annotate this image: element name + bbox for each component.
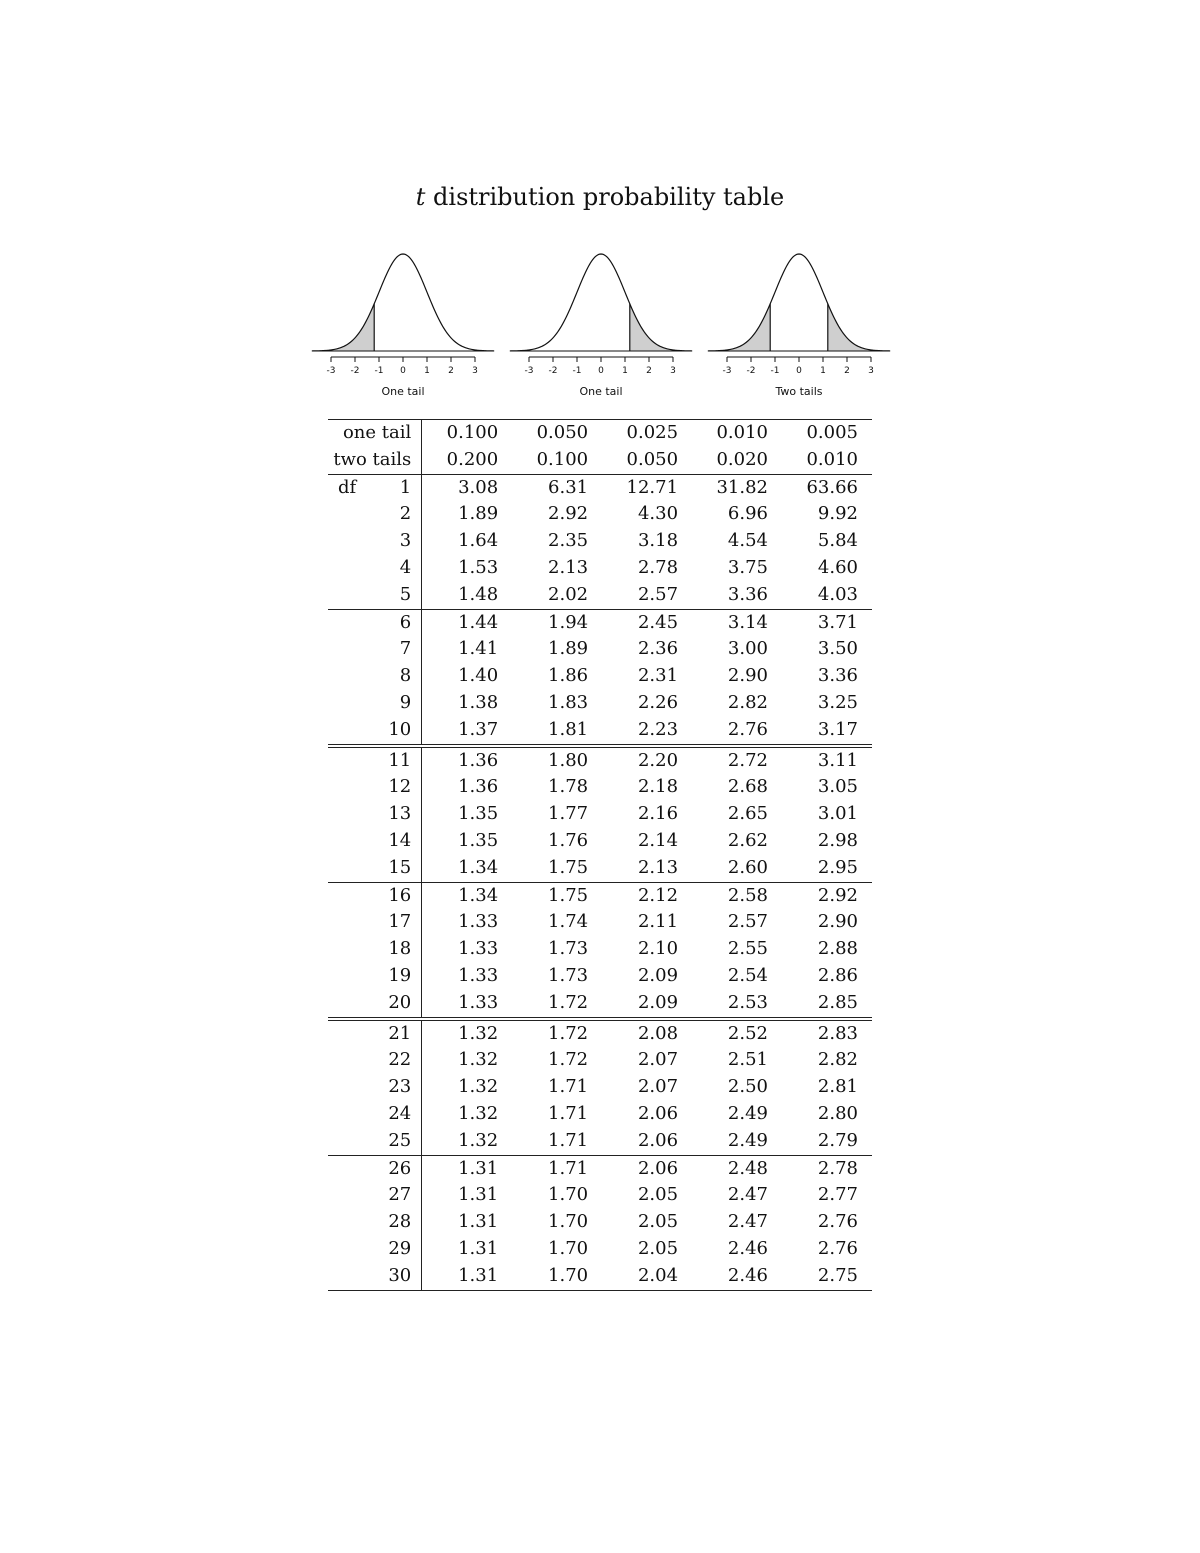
- diagram-caption: One tail: [381, 385, 425, 398]
- df-value: 1: [399, 476, 412, 498]
- t-distribution-table: [328, 419, 872, 1291]
- diagram-two-tails: [706, 245, 892, 405]
- header-row-one-tail: [328, 420, 872, 447]
- critical-value-cell: 2.57: [727, 911, 768, 933]
- table-row: [328, 1128, 872, 1155]
- critical-value-cell: 2.76: [817, 1237, 858, 1259]
- critical-value-cell: 2.10: [637, 938, 679, 960]
- critical-value-cell: 2.13: [548, 556, 589, 578]
- critical-value-cell: 6.96: [727, 503, 768, 525]
- critical-value-cell: 3.11: [782, 746, 872, 775]
- tick-label: -3: [524, 366, 534, 376]
- critical-value-cell: 3.75: [727, 556, 768, 578]
- df-cell: 26: [328, 1155, 422, 1182]
- table-row: [328, 609, 872, 636]
- df-cell: 9: [328, 690, 422, 717]
- critical-value-cell: 1.32: [458, 1129, 499, 1151]
- critical-value-cell: 2.92: [548, 503, 589, 525]
- density-curve: [312, 254, 494, 351]
- table-row: [328, 636, 872, 663]
- shaded-tail-left: [708, 304, 770, 351]
- critical-value-cell: 2.76: [727, 718, 768, 740]
- distribution-diagrams: [310, 245, 892, 405]
- df-cell: 10: [328, 717, 422, 746]
- critical-value-cell: 2.92: [782, 882, 872, 909]
- critical-value-cell: 3.71: [782, 609, 872, 636]
- df-cell: 7: [328, 636, 422, 663]
- density-curve: [510, 254, 692, 351]
- critical-value-cell: 1.71: [548, 1076, 589, 1098]
- critical-value-cell: 4.30: [637, 503, 679, 525]
- tick-label: 3: [670, 366, 676, 376]
- critical-value-cell: 2.76: [817, 1211, 858, 1233]
- critical-value-cell: 2.02: [548, 583, 589, 605]
- critical-value-cell: 2.05: [637, 1211, 679, 1233]
- critical-value-cell: 1.32: [458, 1102, 499, 1124]
- critical-value-cell: 5.84: [817, 530, 858, 552]
- header-cell: 0.100: [422, 420, 512, 447]
- critical-value-cell: 9.92: [817, 503, 858, 525]
- table-row: [328, 1182, 872, 1209]
- df-cell: [328, 474, 422, 501]
- critical-value-cell: 2.45: [602, 609, 692, 636]
- critical-value-cell: 2.12: [602, 882, 692, 909]
- critical-value-cell: 2.82: [817, 1049, 858, 1071]
- critical-value-cell: 1.70: [512, 1263, 602, 1290]
- critical-value-cell: 31.82: [716, 476, 768, 498]
- critical-value-cell: 2.46: [727, 1237, 768, 1259]
- table-row: [328, 474, 872, 501]
- critical-value-cell: 2.90: [727, 665, 768, 687]
- tick-label: 0: [400, 366, 406, 376]
- critical-value-cell: 1.33: [458, 911, 499, 933]
- df-label: df: [338, 476, 357, 498]
- table-body: [328, 420, 872, 1291]
- header-cell: 0.010: [782, 447, 872, 474]
- critical-value-cell: 3.50: [817, 638, 858, 660]
- df-cell: 6: [328, 609, 422, 636]
- critical-value-cell: 2.35: [548, 530, 589, 552]
- df-cell: 3: [328, 528, 422, 555]
- critical-value-cell: 1.32: [422, 1019, 512, 1048]
- critical-value-cell: 2.88: [817, 938, 858, 960]
- critical-value-cell: 3.36: [727, 583, 768, 605]
- critical-value-cell: 2.47: [727, 1211, 768, 1233]
- table-row: [328, 1074, 872, 1101]
- critical-value-cell: 2.78: [637, 556, 679, 578]
- critical-value-cell: 2.07: [637, 1049, 679, 1071]
- critical-value-cell: 1.77: [548, 803, 589, 825]
- critical-value-cell: 2.95: [817, 856, 858, 878]
- df-cell: 2: [328, 501, 422, 528]
- critical-value-cell: 2.55: [727, 938, 768, 960]
- critical-value-cell: 1.37: [458, 718, 499, 740]
- tick-label: 1: [622, 366, 628, 376]
- tick-label: 0: [796, 366, 802, 376]
- critical-value-cell: 2.04: [602, 1263, 692, 1290]
- table-row: [328, 855, 872, 882]
- critical-value-cell: 1.34: [458, 856, 499, 878]
- critical-value-cell: 1.36: [458, 776, 499, 798]
- critical-value-cell: 1.33: [458, 964, 499, 986]
- table-row: [328, 528, 872, 555]
- df-cell: 21: [328, 1019, 422, 1048]
- table-row: [328, 555, 872, 582]
- critical-value-cell: 1.74: [548, 911, 589, 933]
- table-row: [328, 801, 872, 828]
- critical-value-cell: 2.85: [817, 991, 858, 1013]
- table-row: [328, 663, 872, 690]
- critical-value-cell: 2.20: [602, 746, 692, 775]
- critical-value-cell: 2.08: [602, 1019, 692, 1048]
- tick-label: 0: [598, 366, 604, 376]
- critical-value-cell: 3.08: [458, 476, 499, 498]
- critical-value-cell: 2.09: [637, 991, 679, 1013]
- critical-value-cell: 2.51: [727, 1049, 768, 1071]
- critical-value-cell: 1.81: [548, 718, 589, 740]
- critical-value-cell: 2.54: [727, 964, 768, 986]
- diagram-one-tail-left: [310, 245, 496, 405]
- critical-value-cell: 2.05: [637, 1237, 679, 1259]
- df-cell: 28: [328, 1209, 422, 1236]
- critical-value-cell: 2.81: [817, 1076, 858, 1098]
- critical-value-cell: 2.80: [817, 1102, 858, 1124]
- density-curve: [708, 254, 890, 351]
- header-cell: 0.050: [512, 420, 602, 447]
- critical-value-cell: 12.71: [626, 476, 679, 498]
- critical-value-cell: 2.49: [727, 1102, 768, 1124]
- tick-label: 2: [646, 366, 652, 376]
- critical-value-cell: 1.75: [512, 882, 602, 909]
- critical-value-cell: 3.18: [637, 530, 679, 552]
- critical-value-cell: 2.47: [727, 1184, 768, 1206]
- table-row: [328, 774, 872, 801]
- tick-label: -2: [548, 366, 558, 376]
- critical-value-cell: 1.53: [458, 556, 499, 578]
- critical-value-cell: 2.09: [637, 964, 679, 986]
- df-cell: 23: [328, 1074, 422, 1101]
- critical-value-cell: 1.33: [458, 991, 499, 1013]
- tick-label: -1: [770, 366, 780, 376]
- critical-value-cell: 3.05: [817, 776, 858, 798]
- critical-value-cell: 3.01: [817, 803, 858, 825]
- critical-value-cell: 1.31: [422, 1155, 512, 1182]
- critical-value-cell: 2.05: [637, 1184, 679, 1206]
- critical-value-cell: 1.34: [422, 882, 512, 909]
- critical-value-cell: 1.73: [548, 938, 589, 960]
- table-row: [328, 1101, 872, 1128]
- critical-value-cell: 2.18: [637, 776, 679, 798]
- header-cell: 0.025: [602, 420, 692, 447]
- tick-label: 2: [844, 366, 850, 376]
- critical-value-cell: 1.72: [512, 1019, 602, 1048]
- critical-value-cell: 2.86: [817, 964, 858, 986]
- critical-value-cell: 2.06: [602, 1155, 692, 1182]
- critical-value-cell: 1.80: [512, 746, 602, 775]
- df-cell: 24: [328, 1101, 422, 1128]
- curve-one-tail-left: [310, 245, 496, 383]
- tick-label: 1: [424, 366, 430, 376]
- critical-value-cell: 2.23: [637, 718, 679, 740]
- table-row: [328, 1047, 872, 1074]
- critical-value-cell: 3.36: [817, 665, 858, 687]
- critical-value-cell: 2.06: [637, 1102, 679, 1124]
- table-row: [328, 1263, 872, 1290]
- critical-value-cell: 1.33: [458, 938, 499, 960]
- df-cell: 30: [328, 1263, 422, 1290]
- critical-value-cell: 6.31: [548, 476, 589, 498]
- title-text: distribution probability table: [425, 183, 785, 211]
- critical-value-cell: 1.31: [422, 1263, 512, 1290]
- critical-value-cell: 1.41: [458, 638, 499, 660]
- tick-label: 1: [820, 366, 826, 376]
- critical-value-cell: 2.07: [637, 1076, 679, 1098]
- critical-value-cell: 2.65: [727, 803, 768, 825]
- shaded-tail-right: [630, 304, 692, 351]
- df-cell: 29: [328, 1236, 422, 1263]
- critical-value-cell: 1.72: [548, 1049, 589, 1071]
- table-row: [328, 582, 872, 609]
- curve-two-tails: [706, 245, 892, 383]
- critical-value-cell: 2.68: [727, 776, 768, 798]
- critical-value-cell: 2.72: [692, 746, 782, 775]
- df-cell: 25: [328, 1128, 422, 1155]
- df-cell: 11: [328, 746, 422, 775]
- critical-value-cell: 2.78: [782, 1155, 872, 1182]
- critical-value-cell: 4.60: [817, 556, 858, 578]
- tick-label: 3: [868, 366, 874, 376]
- critical-value-cell: 3.00: [727, 638, 768, 660]
- critical-value-cell: 1.72: [548, 991, 589, 1013]
- df-cell: 19: [328, 963, 422, 990]
- table-row: [328, 1209, 872, 1236]
- critical-value-cell: 2.79: [817, 1129, 858, 1151]
- critical-value-cell: 3.17: [817, 718, 858, 740]
- table-row: [328, 1019, 872, 1048]
- critical-value-cell: 1.71: [548, 1102, 589, 1124]
- critical-value-cell: 2.11: [637, 911, 679, 933]
- df-cell: 12: [328, 774, 422, 801]
- critical-value-cell: 1.75: [548, 856, 589, 878]
- critical-value-cell: 1.64: [458, 530, 499, 552]
- critical-value-cell: 1.76: [548, 829, 589, 851]
- df-cell: 13: [328, 801, 422, 828]
- header-cell: 0.200: [422, 447, 512, 474]
- tick-label: -1: [374, 366, 384, 376]
- critical-value-cell: 2.58: [692, 882, 782, 909]
- header-cell: 0.020: [692, 447, 782, 474]
- tick-label: -2: [746, 366, 756, 376]
- critical-value-cell: 2.36: [637, 638, 679, 660]
- table-row: [328, 746, 872, 775]
- critical-value-cell: 3.14: [692, 609, 782, 636]
- tick-label: -3: [326, 366, 336, 376]
- critical-value-cell: 63.66: [806, 476, 858, 498]
- tick-label: 3: [472, 366, 478, 376]
- one-tail-label: one tail: [328, 420, 422, 447]
- critical-value-cell: 1.83: [548, 691, 589, 713]
- critical-value-cell: 2.46: [692, 1263, 782, 1290]
- table-row: [328, 1155, 872, 1182]
- df-cell: 5: [328, 582, 422, 609]
- critical-value-cell: 2.26: [637, 691, 679, 713]
- critical-value-cell: 1.71: [512, 1155, 602, 1182]
- critical-value-cell: 2.57: [637, 583, 679, 605]
- critical-value-cell: 2.82: [727, 691, 768, 713]
- table-row: [328, 963, 872, 990]
- critical-value-cell: 1.48: [458, 583, 499, 605]
- critical-value-cell: 1.89: [548, 638, 589, 660]
- critical-value-cell: 2.62: [727, 829, 768, 851]
- df-cell: 15: [328, 855, 422, 882]
- critical-value-cell: 1.38: [458, 691, 499, 713]
- critical-value-cell: 2.53: [727, 991, 768, 1013]
- diagram-caption: Two tails: [775, 385, 823, 398]
- diagram-one-tail-right: [508, 245, 694, 405]
- table-row: [328, 690, 872, 717]
- critical-value-cell: 1.40: [458, 665, 499, 687]
- table-row: [328, 1236, 872, 1263]
- critical-value-cell: 2.83: [782, 1019, 872, 1048]
- critical-value-cell: 2.16: [637, 803, 679, 825]
- critical-value-cell: 1.31: [458, 1237, 499, 1259]
- table-row: [328, 882, 872, 909]
- table-row: [328, 501, 872, 528]
- critical-value-cell: 2.75: [782, 1263, 872, 1290]
- two-tails-label: two tails: [328, 447, 422, 474]
- df-cell: 20: [328, 990, 422, 1019]
- table-row: [328, 909, 872, 936]
- critical-value-cell: 1.31: [458, 1184, 499, 1206]
- critical-value-cell: 1.44: [422, 609, 512, 636]
- critical-value-cell: 4.03: [817, 583, 858, 605]
- critical-value-cell: 1.71: [548, 1129, 589, 1151]
- critical-value-cell: 1.70: [548, 1211, 589, 1233]
- critical-value-cell: 2.49: [727, 1129, 768, 1151]
- critical-value-cell: 1.94: [512, 609, 602, 636]
- tick-label: -3: [722, 366, 732, 376]
- df-cell: 22: [328, 1047, 422, 1074]
- df-cell: 17: [328, 909, 422, 936]
- critical-value-cell: 1.86: [548, 665, 589, 687]
- df-cell: 4: [328, 555, 422, 582]
- table-row: [328, 990, 872, 1019]
- critical-value-cell: 2.77: [817, 1184, 858, 1206]
- page-title: [0, 183, 1200, 211]
- critical-value-cell: 1.35: [458, 803, 499, 825]
- critical-value-cell: 2.06: [637, 1129, 679, 1151]
- critical-value-cell: 2.31: [637, 665, 679, 687]
- df-cell: 14: [328, 828, 422, 855]
- critical-value-cell: 1.70: [548, 1184, 589, 1206]
- critical-value-cell: 1.31: [458, 1211, 499, 1233]
- tick-label: 2: [448, 366, 454, 376]
- table-row: [328, 828, 872, 855]
- critical-value-cell: 1.70: [548, 1237, 589, 1259]
- tick-label: -2: [350, 366, 360, 376]
- df-cell: 16: [328, 882, 422, 909]
- critical-value-cell: 1.35: [458, 829, 499, 851]
- critical-value-cell: 4.54: [727, 530, 768, 552]
- critical-value-cell: 2.50: [727, 1076, 768, 1098]
- critical-value-cell: 1.73: [548, 964, 589, 986]
- critical-value-cell: 2.14: [637, 829, 679, 851]
- critical-value-cell: 2.60: [727, 856, 768, 878]
- df-cell: 27: [328, 1182, 422, 1209]
- header-row-two-tails: [328, 447, 872, 474]
- tick-label: -1: [572, 366, 582, 376]
- table-row: [328, 717, 872, 746]
- header-cell: 0.010: [692, 420, 782, 447]
- critical-value-cell: 1.32: [458, 1076, 499, 1098]
- critical-value-cell: 2.98: [817, 829, 858, 851]
- header-cell: 0.050: [602, 447, 692, 474]
- critical-value-cell: 1.36: [422, 746, 512, 775]
- diagram-caption: One tail: [579, 385, 623, 398]
- header-cell: 0.100: [512, 447, 602, 474]
- df-cell: 8: [328, 663, 422, 690]
- critical-value-cell: 1.89: [458, 503, 499, 525]
- critical-value-cell: 1.78: [548, 776, 589, 798]
- shaded-tail-left: [312, 304, 374, 351]
- title-variable: t: [415, 183, 426, 211]
- critical-value-cell: 2.52: [692, 1019, 782, 1048]
- table-row: [328, 936, 872, 963]
- critical-value-cell: 2.48: [692, 1155, 782, 1182]
- critical-value-cell: 2.90: [817, 911, 858, 933]
- df-cell: 18: [328, 936, 422, 963]
- header-cell: 0.005: [782, 420, 872, 447]
- curve-one-tail-right: [508, 245, 694, 383]
- critical-value-cell: 1.32: [458, 1049, 499, 1071]
- critical-value-cell: 2.13: [637, 856, 679, 878]
- shaded-tail-right: [828, 304, 890, 351]
- critical-value-cell: 3.25: [817, 691, 858, 713]
